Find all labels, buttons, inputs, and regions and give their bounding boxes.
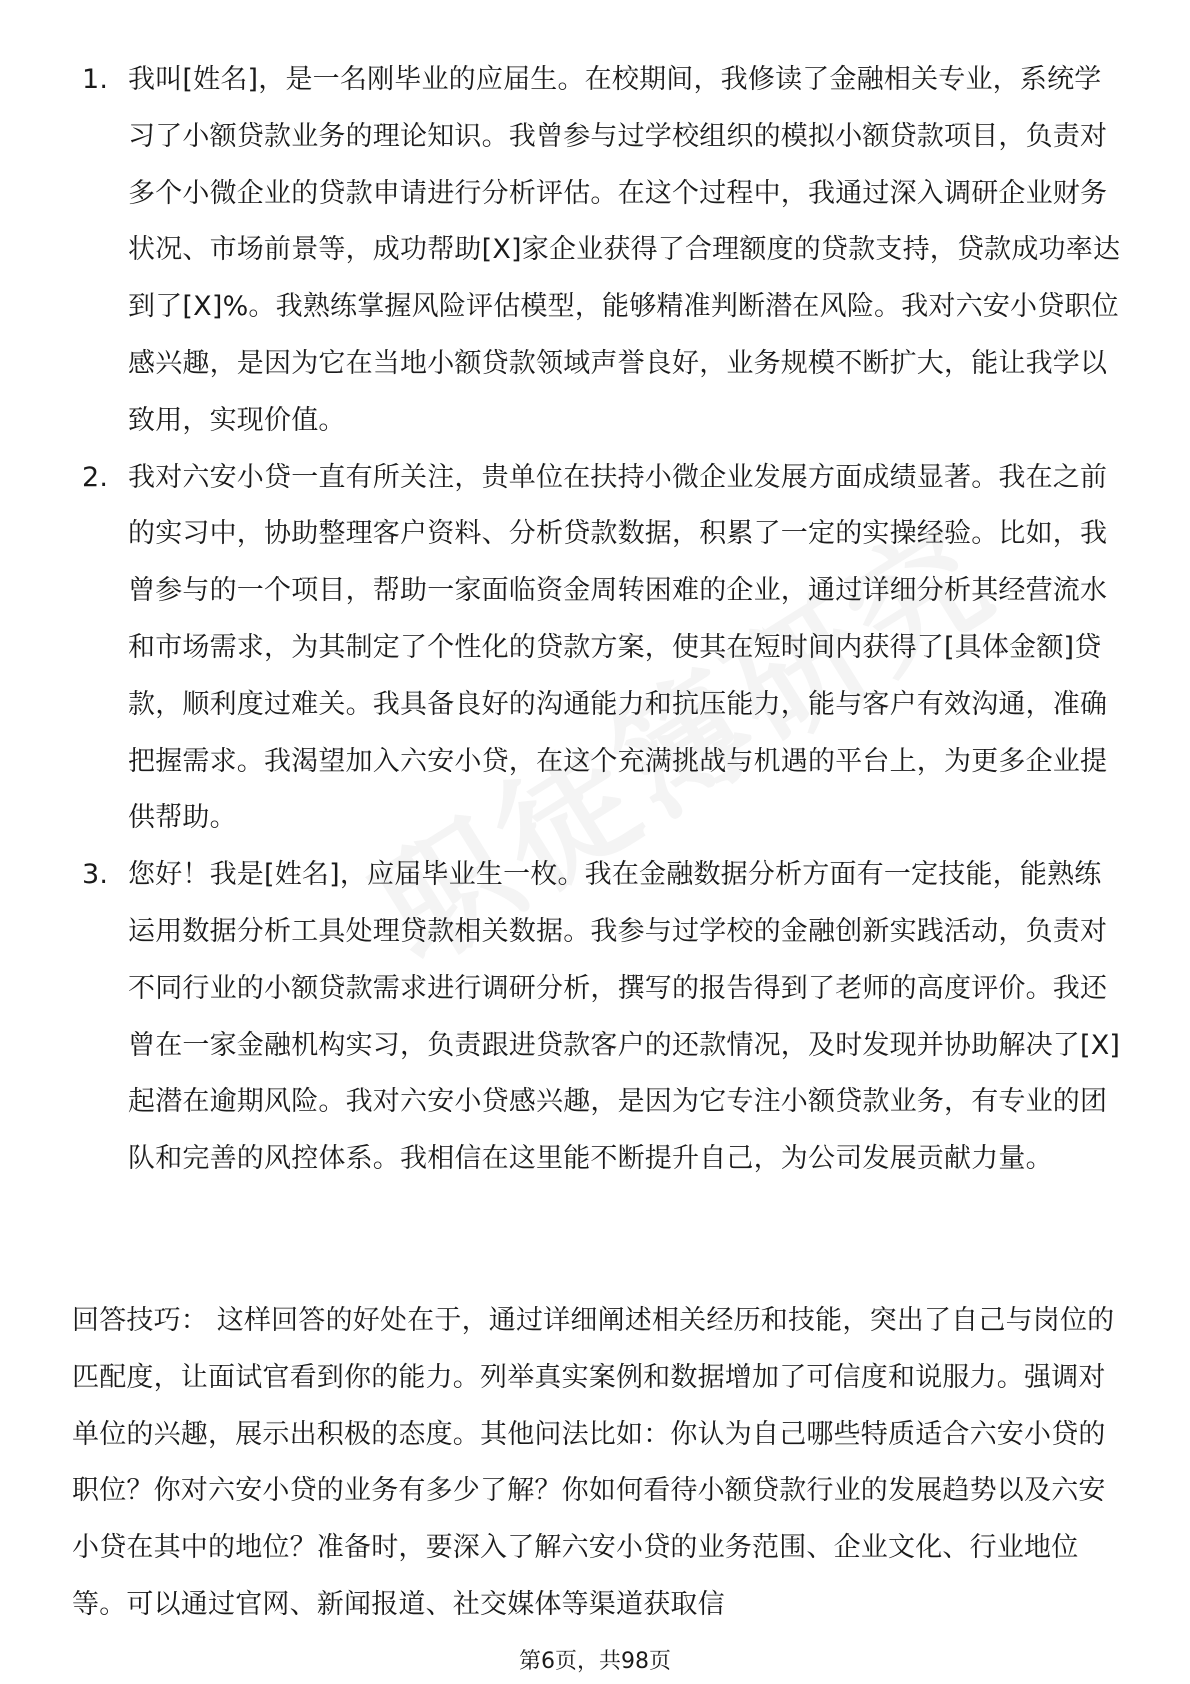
answer-item-2 (82, 450, 1122, 848)
sample-answers-list (82, 52, 1122, 1188)
page-number-footer: 第6页，共98页 (519, 1649, 671, 1674)
answer-number: 3. (82, 859, 109, 891)
answer-tips-paragraph: 回答技巧： 这样回答的好处在于，通过详细阐述相关经历和技能，突出了自己与岗位的匹配度，让面试官看到你的能力。列举真实案例和数据增加了可信度和说服力。强调对单位的兴趣，展示出积极的态度。其他问法比如：你认为自己哪些特质适合六安小贷的职位？你对六安小贷的业务有多少了解？你如何看待小额贷款行业的发展趋势以及六安小贷在其中的地位？准备时，要深入了解六安小贷的业务范围、企业文化、行业地位等。可以通过官网、新闻报道、社交媒体等渠道获取信 (72, 1305, 1115, 1620)
answer-item-1 (82, 52, 1122, 450)
answer-number: 2. (82, 461, 109, 493)
answer-text: 我叫[姓名]，是一名刚毕业的应届生。在校期间，我修读了金融相关专业，系统学习了小额贷款业务的理论知识。我曾参与过学校组织的模拟小额贷款项目，负责对多个小微企业的贷款申请进行分析评估。在这个过程中，我通过深入调研企业财务状况、市场前景等，成功帮助[X]家企业获得了合理额度的贷款支持，贷款成功率达到了[X]%。我熟练掌握风险评估模型，能够精准判断潜在风险。我对六安小贷职位感兴趣，是因为它在当地小额贷款领域声誉良好，业务规模不断扩大，能让我学以致用，实现价值。 (128, 64, 1121, 436)
answer-number: 1. (82, 64, 109, 95)
answer-item-3 (82, 847, 1122, 1188)
answer-text: 我对六安小贷一直有所关注，贵单位在扶持小微企业发展方面成绩显著。我在之前的实习中，协助整理客户资料、分析贷款数据，积累了一定的实操经验。比如，我曾参与的一个项目，帮助一家面临资金周转困难的企业，通过详细分析其经营流水和市场需求，为其制定了个性化的贷款方案，使其在短时间内获得了[具体金额]贷款，顺利度过难关。我具备良好的沟通能力和抗压能力，能与客户有效沟通，准确把握需求。我渴望加入六安小贷，在这个充满挑战与机遇的平台上，为更多企业提供帮助。 (128, 461, 1108, 834)
answer-text: 您好！我是[姓名]，应届毕业生一枚。我在金融数据分析方面有一定技能，能熟练运用数据分析工具处理贷款相关数据。我参与过学校的金融创新实践活动，负责对不同行业的小额贷款需求进行调研分析，撰写的报告得到了老师的高度评价。我还曾在一家金融机构实习，负责跟进贷款客户的还款情况，及时发现并协助解决了[X]起潜在逾期风险。我对六安小贷感兴趣，是因为它专注小额贷款业务，有专业的团队和完善的风控体系。我相信在这里能不断提升自己，为公司发展贡献力量。 (128, 859, 1121, 1175)
